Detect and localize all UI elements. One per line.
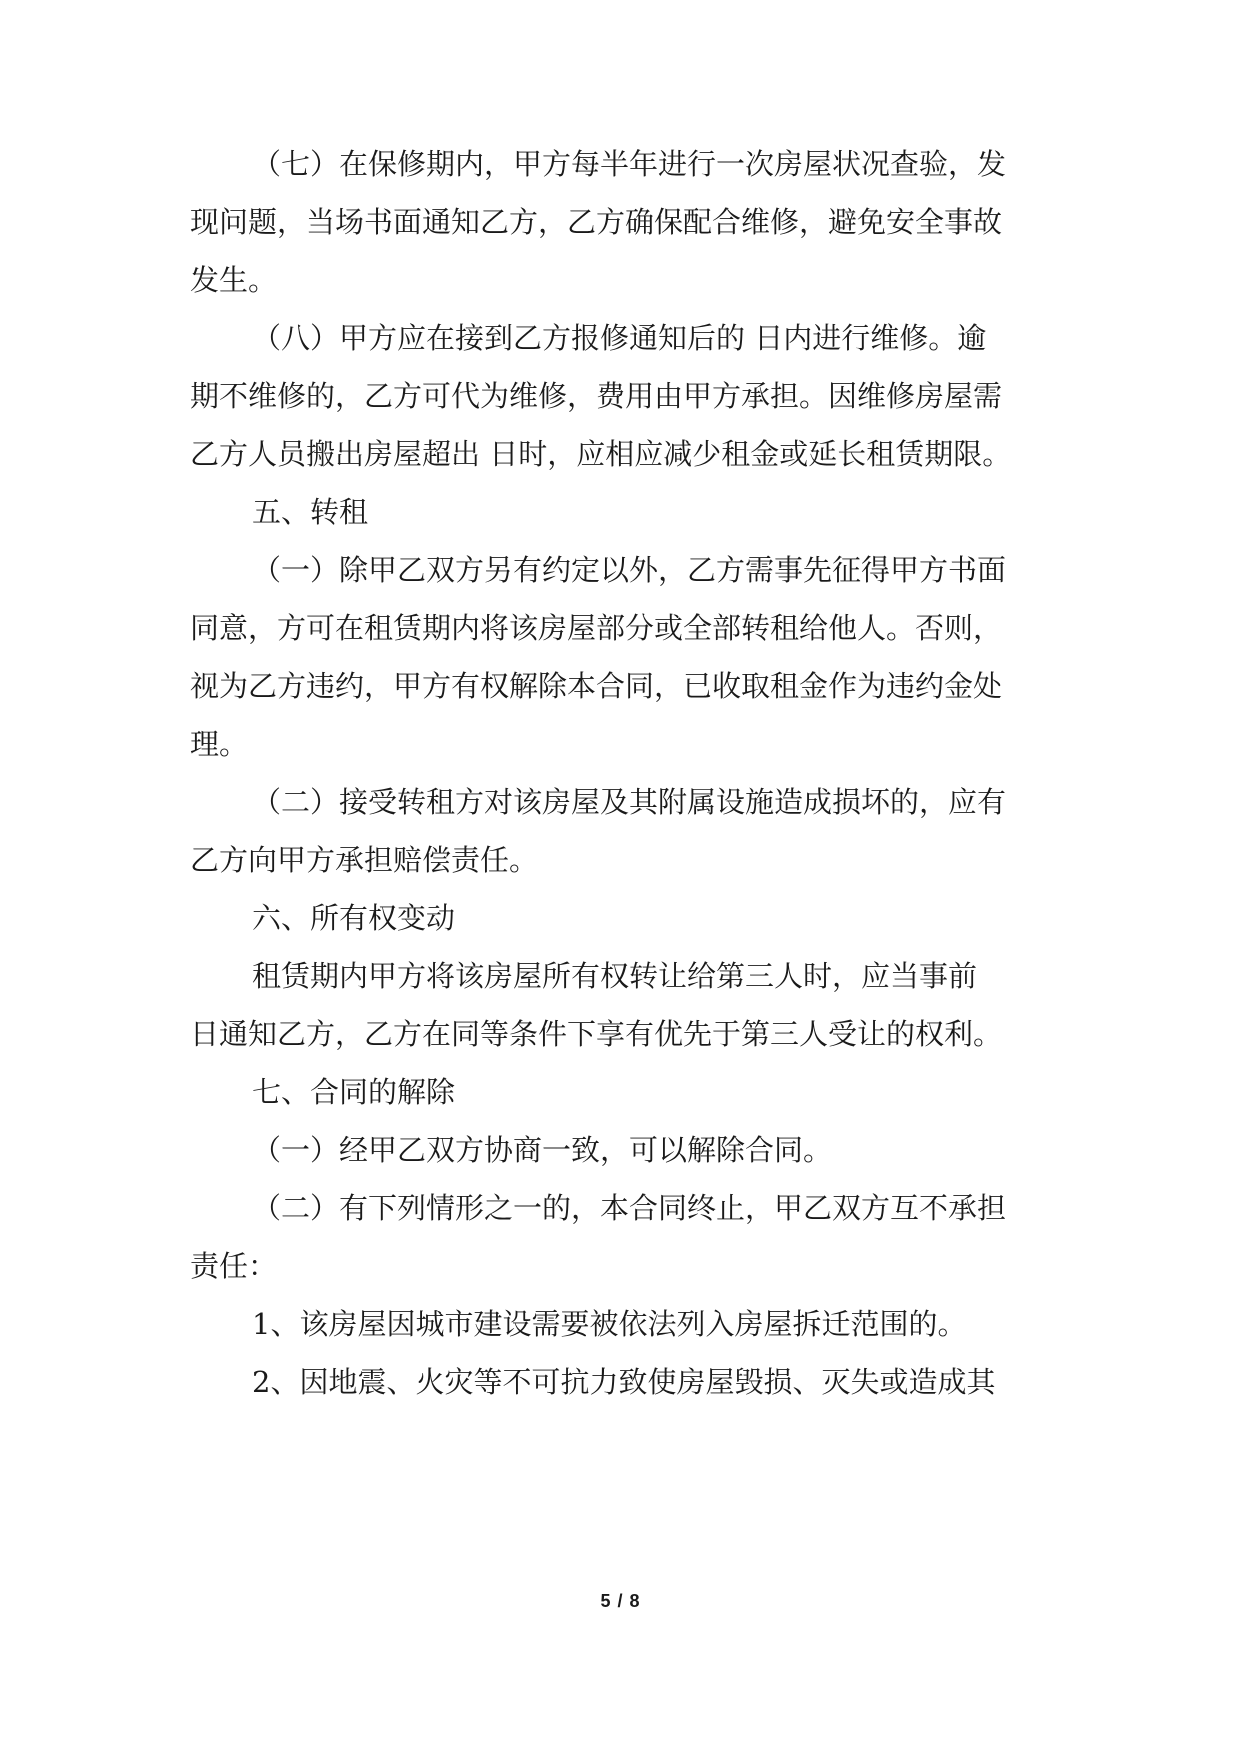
paragraph-line: （一）除甲乙双方另有约定以外，乙方需事先征得甲方书面 (252, 553, 1007, 587)
paragraph-line: （八）甲方应在接到乙方报修通知后的 日内进行维修。逾 (252, 321, 987, 355)
paragraph-line: 日通知乙方，乙方在同等条件下享有优先于第三人受让的权利。 (190, 1017, 1003, 1051)
section-heading: 六、所有权变动 (252, 901, 456, 935)
section-heading: 五、转租 (252, 495, 369, 529)
paragraph-line: 租赁期内甲方将该房屋所有权转让给第三人时，应当事前 (252, 959, 978, 993)
paragraph-line: （二）接受转租方对该房屋及其附属设施造成损坏的，应有 (252, 785, 1007, 819)
list-item: 1、该房屋因城市建设需要被依法列入房屋拆迁范围的。 (252, 1307, 967, 1341)
paragraph-line: 理。 (190, 727, 249, 761)
paragraph-line: 期不维修的，乙方可代为维修，费用由甲方承担。因维修房屋需 (190, 379, 1003, 413)
page-number: 5 / 8 (600, 1591, 641, 1611)
section-heading: 七、合同的解除 (252, 1075, 456, 1109)
paragraph-line: 乙方向甲方承担赔偿责任。 (190, 843, 539, 877)
paragraph-line: 同意，方可在租赁期内将该房屋部分或全部转租给他人。否则， (190, 611, 1003, 645)
paragraph-line: （二）有下列情形之一的，本合同终止，甲乙双方互不承担 (252, 1191, 1007, 1225)
paragraph-line: 发生。 (190, 263, 278, 297)
paragraph-line: 视为乙方违约，甲方有权解除本合同，已收取租金作为违约金处 (190, 669, 1003, 703)
paragraph-line: 乙方人员搬出房屋超出 日时，应相应减少租金或延长租赁期限。 (190, 437, 1012, 471)
paragraph-line: 责任： (190, 1249, 278, 1283)
list-item: 2、因地震、火灾等不可抗力致使房屋毁损、灭失或造成其 (252, 1365, 996, 1399)
paragraph-line: （七）在保修期内，甲方每半年进行一次房屋状况查验，发 (252, 147, 1007, 181)
paragraph-line: （一）经甲乙双方协商一致，可以解除合同。 (252, 1133, 833, 1167)
paragraph-line: 现问题，当场书面通知乙方，乙方确保配合维修，避免安全事故 (190, 205, 1003, 239)
